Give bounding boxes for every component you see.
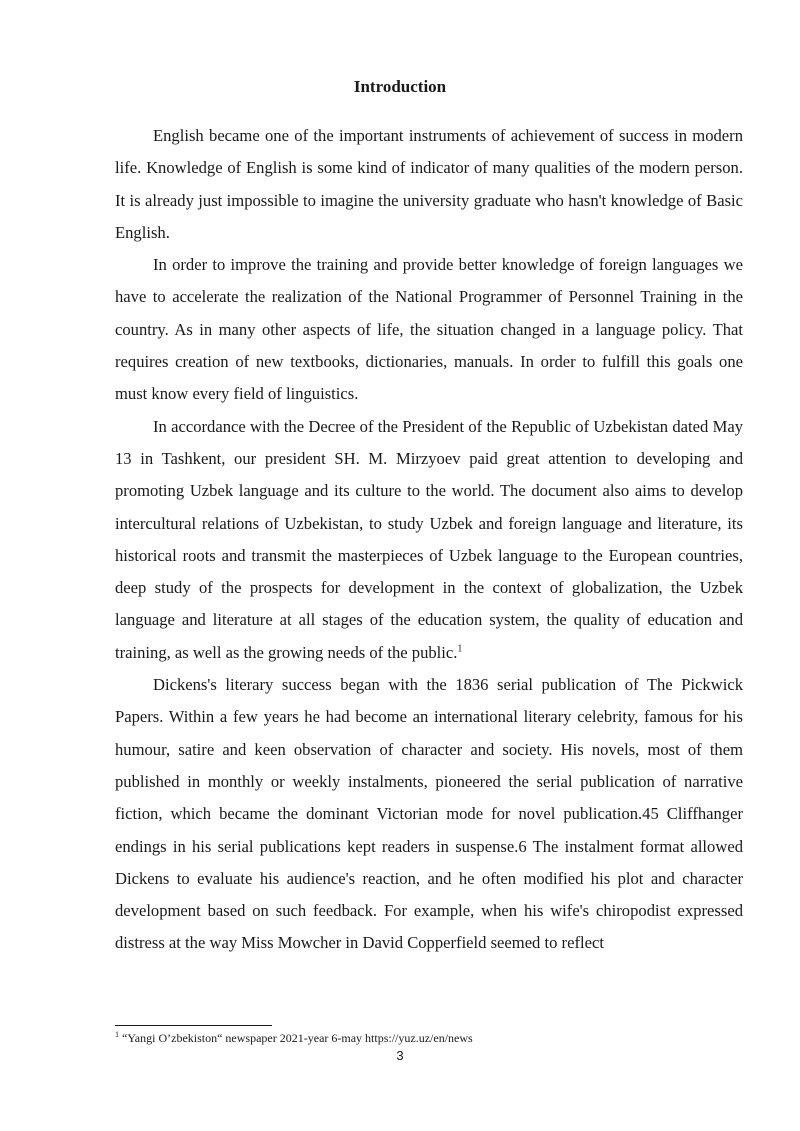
paragraph-text: Dickens's literary success began with the 1836 serial publication of The Pickwick Papers. Within a few years he had become an international literary celebrity, famous for his humour, satire and keen observation of character and society. His novels, most of them published in monthly or weekly instalments, pioneered the serial publication of narrative fiction, which became the dominant Victorian mode for novel publication.45 Cliffhanger endings in his serial publications kept readers in suspense.6 The instalment format allowed Dickens to evaluate his audience's reaction, and he often modified his plot and character development based on such feedback. For example, when his wife's chiropodist expressed distress at the way Miss Mowcher in David Copperfield seemed to reflect bbox=[115, 675, 743, 953]
paragraph-text: English became one of the important instruments of achievement of success in modern life. Knowledge of English is some kind of indicator of many qualities of the modern person. It is already just impossible to imagine the university graduate who hasn't knowledge of Basic English. bbox=[115, 126, 743, 242]
page-title: Introduction bbox=[353, 77, 447, 96]
paragraph bbox=[115, 249, 743, 410]
footnote-mark: 1 bbox=[115, 1030, 119, 1039]
page-number: 3 bbox=[396, 1048, 404, 1063]
paragraph-text: In order to improve the training and provide better knowledge of foreign languages we have to accelerate the realization of the National Programmer of Personnel Training in the country. As in many other aspects of life, the situation changed in a language policy. That requires creation of new textbooks, dictionaries, manuals. In order to fulfill this goals one must know every field of linguistics. bbox=[115, 255, 743, 404]
footnote-reference[interactable]: 1 bbox=[457, 643, 463, 655]
footnote-separator bbox=[115, 1025, 272, 1026]
document-body bbox=[115, 120, 743, 960]
paragraph bbox=[115, 411, 743, 669]
footnote bbox=[115, 1031, 743, 1046]
paragraph-text: In accordance with the Decree of the President of the Republic of Uzbekistan dated May 13 in Tashkent, our president SH. M. Mirzyoev paid great attention to developing and promoting Uzbek language and its culture to the world. The document also aims to develop intercultural relations of Uzbekistan, to study Uzbek and foreign language and literature, its historical roots and transmit the masterpieces of Uzbek language to the European countries, deep study of the prospects for development in the context of globalization, the Uzbek language and literature at all stages of the education system, the quality of education and training, as well as the growing needs of the public. bbox=[115, 416, 743, 662]
paragraph bbox=[115, 669, 743, 960]
paragraph bbox=[115, 120, 743, 249]
footnote-text: “Yangi O’zbekiston“ newspaper 2021-year 6-may https://yuz.uz/en/news bbox=[119, 1031, 473, 1045]
